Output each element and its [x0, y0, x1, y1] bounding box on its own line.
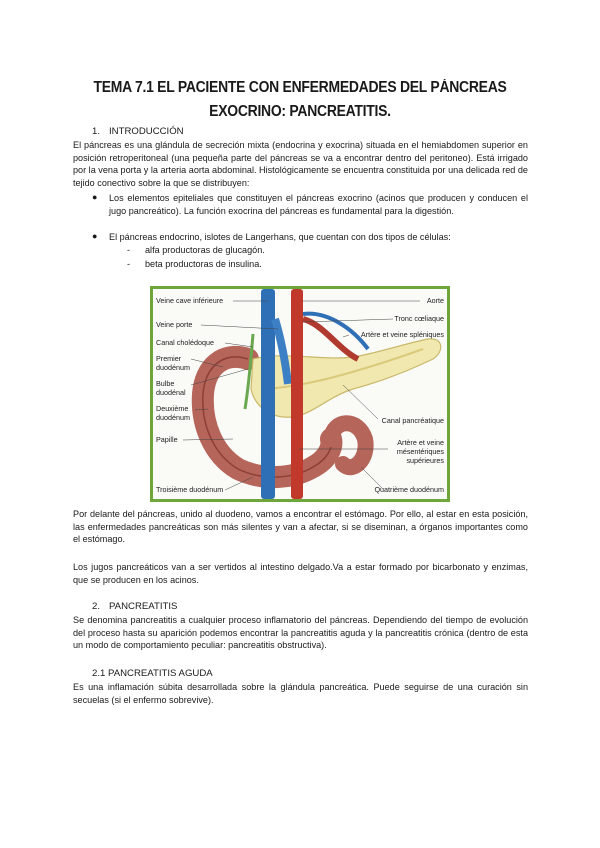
label-papille: Papille: [156, 435, 178, 444]
bullet-dot: ●: [92, 192, 98, 202]
label-veine-cave: Veine cave inférieure: [156, 296, 224, 305]
subitem-alfa: alfa productoras de glucagón.: [145, 245, 265, 255]
section1-number: 1.: [92, 126, 101, 137]
section2-number: 2.: [92, 601, 101, 612]
bullet-endocrine: El páncreas endocrino, islotes de Langerhans, que cuentan con dos tipos de células:: [109, 232, 451, 242]
label-bulbe: Bulbe: [156, 379, 175, 388]
label-canal-pancreatique: Canal pancréatique: [381, 416, 444, 425]
label-mesenteriques: mésentériques: [396, 447, 444, 456]
label-arteres-spleniques: Artère et veine spléniques: [360, 330, 444, 339]
section2-paragraph: Se denomina pancreatitis a cualquier proceso inflamatorio del páncreas. Dependiendo del tiempo de evolución del proceso hasta su aparición podemos encontrar la pancreatitis aguda y la pancreatitis crónica (dentro de esta un modo de comportamiento peculiar: pancreatitis obstructiva).: [73, 615, 528, 651]
pancreas-illustration: [153, 289, 447, 499]
paragraph-jugos: Los jugos pancreáticos van a ser vertidos al intestino delgado.Va a estar formado por bicarbonato y enzimas, que se producen en los acinos.: [73, 562, 528, 585]
section21-heading: 2.1 PANCREATITIS AGUDA: [92, 668, 213, 679]
pancreas-anatomy-figure: [150, 286, 450, 502]
label-tronc-coeliaque: Tronc cœliaque: [394, 314, 444, 323]
label-veine-porte: Veine porte: [156, 320, 193, 329]
subitem-dash: -: [127, 259, 131, 269]
labels-right: [361, 296, 445, 494]
label-aorte: Aorte: [426, 296, 444, 305]
section2-heading: PANCREATITIS: [109, 601, 178, 612]
label-bulbe-duodenal: duodénal: [156, 388, 186, 397]
subitem-beta: beta productoras de insulina.: [145, 259, 262, 269]
label-quatrieme-duodenum: Quatrième duodénum: [374, 485, 444, 494]
section1-paragraph: El páncreas es una glándula de secreción mixta (endocrina y exocrina) situada en el hemiabdomen superior en posición retroperitoneal (una pequeña parte del páncreas se va a encontrar dentro del peritoneo). Está irrigado por la vena porta y la arteria aorta abdominal. Histológicamente se encuentra constituida por una delicada red de tejido conectivo sobre la que se distribuyen:: [73, 140, 528, 188]
label-artere-veine: Artère et veine: [397, 438, 444, 447]
section21-paragraph: Es una inflamación súbita desarrollada sobre la glándula pancreática. Puede seguirse de una curación sin secuelas (si el enfermo sobrevive).: [73, 682, 528, 705]
label-canal-choledoque: Canal cholédoque: [156, 338, 214, 347]
section1-heading: INTRODUCCIÓN: [109, 126, 184, 137]
label-troisieme-duodenum: Troisième duodénum: [156, 485, 224, 494]
label-premier-duodenum: duodénum: [156, 363, 190, 372]
label-deuxieme: Deuxième: [156, 404, 189, 413]
bullet-dot: ●: [92, 231, 98, 241]
label-superieures: supérieures: [406, 456, 444, 465]
label-deuxieme-duodenum: duodénum: [156, 413, 190, 422]
paragraph-stomach: Por delante del páncreas, unido al duodeno, vamos a encontrar el estómago. Por ello, al estar en esta posición, las enfermedades pancreáticas son más silentes y van a afectar, si se diseminan, a órganos importantes como el estómago.: [73, 509, 528, 545]
subitem-dash: -: [127, 245, 131, 255]
label-premier: Premier: [156, 354, 182, 363]
bullet-exocrine: Los elementos epiteliales que constituyen el páncreas exocrino (acinos que producen y conducen el jugo pancreático). La función exocrina del páncreas es fundamental para la digestión.: [109, 193, 528, 216]
page-title: TEMA 7.1 EL PACIENTE CON ENFERMEDADES DEL PÁNCREAS EXOCRINO: PANCREATITIS.: [93, 79, 507, 120]
